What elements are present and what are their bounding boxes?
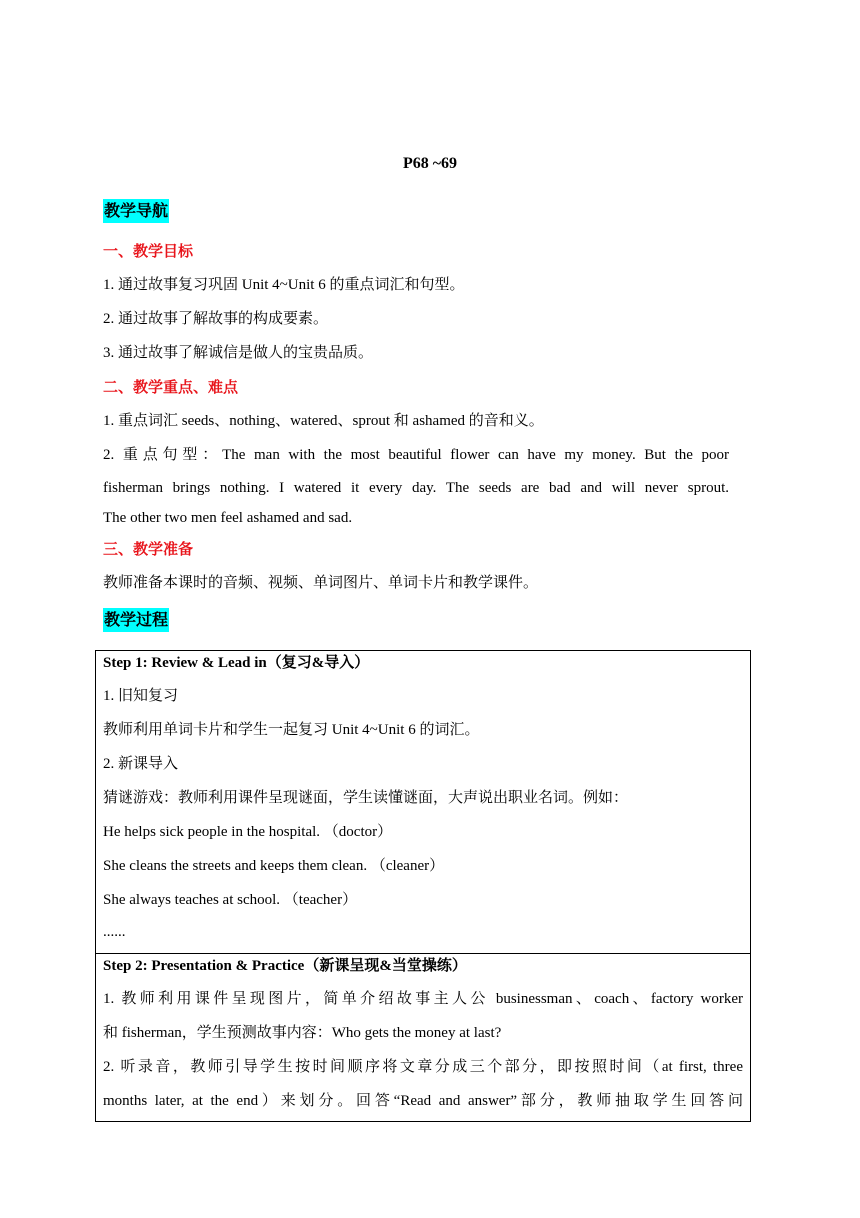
step1-line: 教师利用单词卡片和学生一起复习 Unit 4~Unit 6 的词汇。 — [103, 722, 480, 738]
key-points-heading: 二、教学重点、难点 — [103, 378, 239, 396]
step1-title: Step 1: Review & Lead in（复习&导入） — [103, 655, 370, 671]
page-title: P68 ~69 — [402, 155, 458, 172]
row-divider — [96, 953, 750, 954]
section-heading-process: 教学过程 — [103, 608, 169, 632]
key-point-item: 1. 重点词汇 seeds、nothing、watered、sprout 和 ashamed 的音和义。 — [103, 413, 544, 429]
preparation-heading: 三、教学准备 — [103, 540, 194, 558]
objectives-heading: 一、教学目标 — [103, 242, 194, 260]
step2-line: months later, at the end）来划分。回答“Read and answer”部分，教师抽取学生回答问 — [103, 1093, 743, 1109]
objective-item: 3. 通过故事了解诚信是做人的宝贵品质。 — [103, 345, 374, 361]
process-table — [95, 650, 751, 1122]
step1-line: She always teaches at school. （teacher） — [103, 892, 358, 908]
key-point-item: The other two men feel ashamed and sad. — [103, 510, 353, 526]
preparation-text: 教师准备本课时的音频、视频、单词图片、单词卡片和教学课件。 — [103, 575, 539, 591]
section-heading-nav: 教学导航 — [103, 199, 169, 223]
step2-line: 1. 教师利用课件呈现图片，简单介绍故事主人公 businessman、coach、factory worker — [103, 991, 743, 1007]
step1-line: 猜谜游戏：教师利用课件呈现谜面，学生读懂谜面，大声说出职业名词。例如： — [103, 790, 629, 806]
step2-title: Step 2: Presentation & Practice（新课呈现&当堂操练） — [103, 958, 467, 974]
key-point-item: fisherman brings nothing. I watered it every day. The seeds are bad and will never sprout. — [103, 480, 729, 496]
objective-item: 2. 通过故事了解故事的构成要素。 — [103, 311, 329, 327]
objective-item: 1. 通过故事复习巩固 Unit 4~Unit 6 的重点词汇和句型。 — [103, 277, 465, 293]
step2-line: 和 fisherman，学生预测故事内容：Who gets the money at last? — [103, 1025, 502, 1041]
step1-line: 1. 旧知复习 — [103, 688, 179, 704]
step1-line: He helps sick people in the hospital. （doctor） — [103, 824, 393, 840]
step2-line: 2. 听录音，教师引导学生按时间顺序将文章分成三个部分，即按照时间（at first, three — [103, 1059, 743, 1075]
step1-line: She cleans the streets and keeps them clean. （cleaner） — [103, 858, 445, 874]
step1-line: ...... — [103, 924, 126, 940]
key-point-item: 2. 重点句型：The man with the most beautiful flower can have my money. But the poor — [103, 447, 729, 463]
step1-line: 2. 新课导入 — [103, 756, 179, 772]
